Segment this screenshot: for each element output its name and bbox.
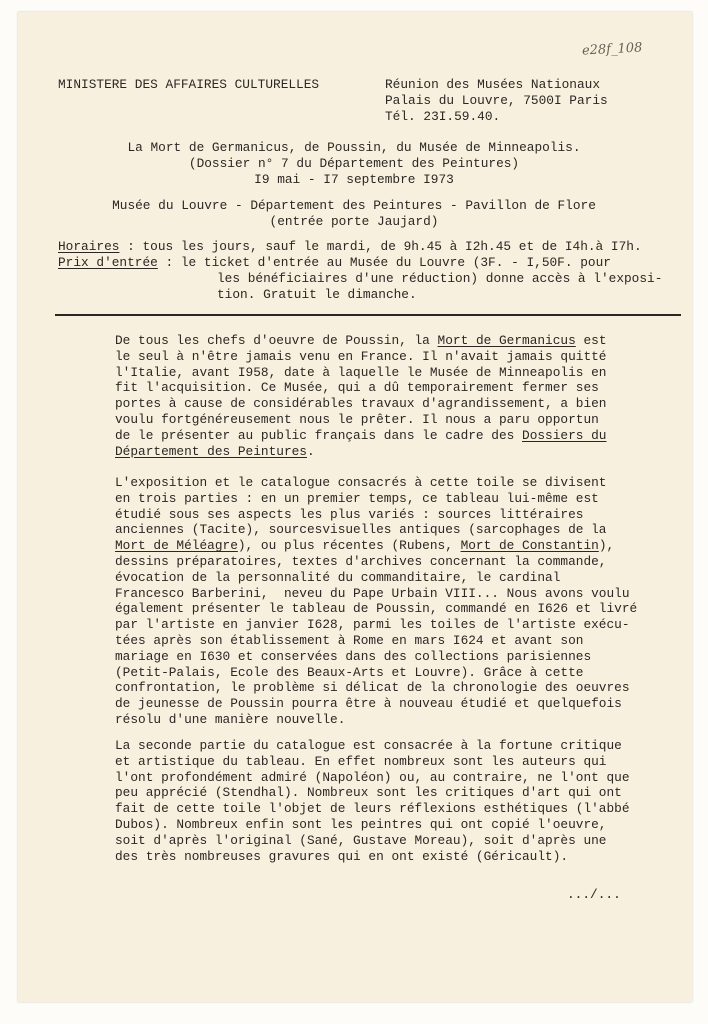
text-segment: le seul à n'être jamais venu en France. Il n'avait jamais quitté [115,348,607,364]
text-segment: La seconde partie du catalogue est consacrée à la fortune critique [115,738,622,753]
price-cont-line: les bénéficiaires d'une réduction) donne accès à l'exposi- [217,271,663,286]
text-line [115,665,637,681]
handwritten-reference: e28f_108 [581,40,643,59]
text-segment: est [575,333,607,348]
text-line [115,412,607,428]
ministry-name: MINISTERE DES AFFAIRES CULTURELLES [58,77,320,92]
underlined-title: Mort de Germanicus [437,333,576,348]
paragraph-intro [115,333,607,459]
text-segment: anciennes (Tacite), sourcesvisuelles antiques (sarcophages de la [115,522,607,538]
text-segment: De tous les chefs d'oeuvre de Poussin, la [115,333,438,348]
text-line [115,833,630,849]
text-line [115,538,637,554]
text-line [115,649,637,665]
text-line [115,738,630,754]
text-segment: et artistique du tableau. En effet nombreux sont les auteurs qui [115,753,607,769]
text-line [115,554,637,570]
text-segment: en trois parties : en un premier temps, ce tableau lui-même est [115,490,599,506]
price-text: : le ticket d'entrée au Musée du Louvre (3F. - I,50F. pour [157,254,611,270]
text-segment: confrontation, le problème si délicat de la chronologie des oeuvres [115,680,630,696]
text-line [115,601,637,617]
text-segment: de le présenter au public français dans le cadre des [115,427,523,443]
text-line [115,680,637,696]
text-segment: peu apprécié (Stendhal). Nombreux sont les critiques d'art qui ont [115,785,622,801]
underlined-title: Mort de Méléagre [115,538,238,554]
text-line [115,365,607,381]
text-line [115,380,607,396]
underlined-title: Dossiers du [522,427,607,443]
text-segment: (Petit-Palais, Ecole des Beaux-Arts et Louvre). Grâce à cette [115,664,584,680]
text-line [115,817,630,833]
text-line [115,617,637,633]
continuation-mark: .../... [567,887,621,902]
text-line [115,696,637,712]
text-line [115,712,637,728]
text-line [115,491,637,507]
text-segment: Dubos). Nombreux enfin sont les peintres qui ont copié l'oeuvre, [115,816,607,832]
text-segment: étudié sous ses aspects les plus variés : sources littéraires [115,506,584,522]
text-segment: de jeunesse de Poussin pourra être à nouveau étudié et quelquefois [115,696,622,712]
price-continuation [217,271,662,303]
text-segment: L'exposition et le catalogue consacrés à cette toile se divisent [115,475,607,490]
text-line [115,507,637,523]
text-segment: tées après son établissement à Rome en mars I624 et avant son [115,632,584,648]
address-line: Palais du Louvre, 7500I Paris [385,92,608,108]
text-segment: . [307,443,315,459]
title-line: La Mort de Germanicus, de Poussin, du Musée de Minneapolis. [127,140,581,155]
text-segment: voulu fortgénéreusement nous le prêter. Il nous a paru opportun [115,411,599,427]
text-line [115,522,637,538]
text-line [115,428,607,444]
text-segment: l'ont profondément admiré (Napoléon) ou, au contraire, ne l'ont que [115,769,630,785]
hours-line [58,239,642,255]
text-segment: Francesco Barberini, neveu du Pape Urbain VIII... Nous avons voulu [115,585,630,601]
text-line [115,333,607,349]
price-label: Prix d'entrée [58,254,158,270]
text-segment: soit d'après l'original (Sané, Gustave Moreau), soit d'après une [115,832,607,848]
text-line [115,475,637,491]
paragraph-critical-fortune [115,738,630,864]
text-line [115,444,607,460]
text-segment: des très nombreuses gravures qui en ont existé (Géricault). [115,848,569,864]
title-line: (Dossier n° 7 du Département des Peintures) [188,155,520,171]
title-line: I9 mai - I7 septembre I973 [254,171,454,187]
text-line [115,349,607,365]
text-segment: fait de cette toile l'objet de leurs réflexions esthétiques (l'abbé [115,801,630,817]
text-segment: l'Italie, avant I958, date à laquelle le Musée de Minneapolis en [115,364,607,380]
hours-label: Horaires [58,239,120,254]
text-line [115,586,637,602]
text-segment: également présenter le tableau de Poussin, commandé en I626 et livré [115,601,638,617]
price-line [58,255,642,271]
text-line [115,633,637,649]
underlined-title: Mort de Constantin [460,538,599,554]
address-line: Réunion des Musées Nationaux [385,77,601,92]
text-segment: dessins préparatoires, textes d'archives concernant la commande, [115,553,607,569]
text-segment: évocation de la personnalité du commanditaire, le cardinal [115,569,561,585]
text-segment: par l'artiste en janvier I628, parmi les toiles de l'artiste exécu- [115,617,630,633]
text-line [115,785,630,801]
text-line [115,801,630,817]
text-line [115,770,630,786]
practical-info [58,239,642,271]
sender-address [385,77,608,124]
separator-rule [55,314,681,316]
text-segment: résolu d'une manière nouvelle. [115,711,346,727]
underlined-title: Département des Peintures [115,443,307,459]
venue [0,198,708,230]
venue-line: Musée du Louvre - Département des Peintures - Pavillon de Flore [112,198,596,213]
text-line [115,570,637,586]
paragraph-exhibition-parts [115,475,637,728]
text-line [115,849,630,865]
text-segment: mariage en I630 et conservées dans des collections parisiennes [115,648,592,664]
text-line [115,754,630,770]
text-segment: ), [598,538,615,554]
venue-line: (entrée porte Jaujard) [269,213,439,229]
hours-text: : tous les jours, sauf le mardi, de 9h.45 à I2h.45 et de I4h.à I7h. [119,239,642,254]
price-cont-line: tion. Gratuit le dimanche. [217,286,417,302]
text-segment: portes à cause de considérables travaux d'agrandissement, a bien [115,396,607,412]
text-segment: fit l'acquisition. Ce Musée, qui a dû temporairement fermer ses [115,380,599,396]
text-segment: ), ou plus récentes (Rubens, [237,538,461,554]
address-line: Tél. 23I.59.40. [385,108,501,124]
text-line [115,396,607,412]
exhibition-title [0,140,708,187]
